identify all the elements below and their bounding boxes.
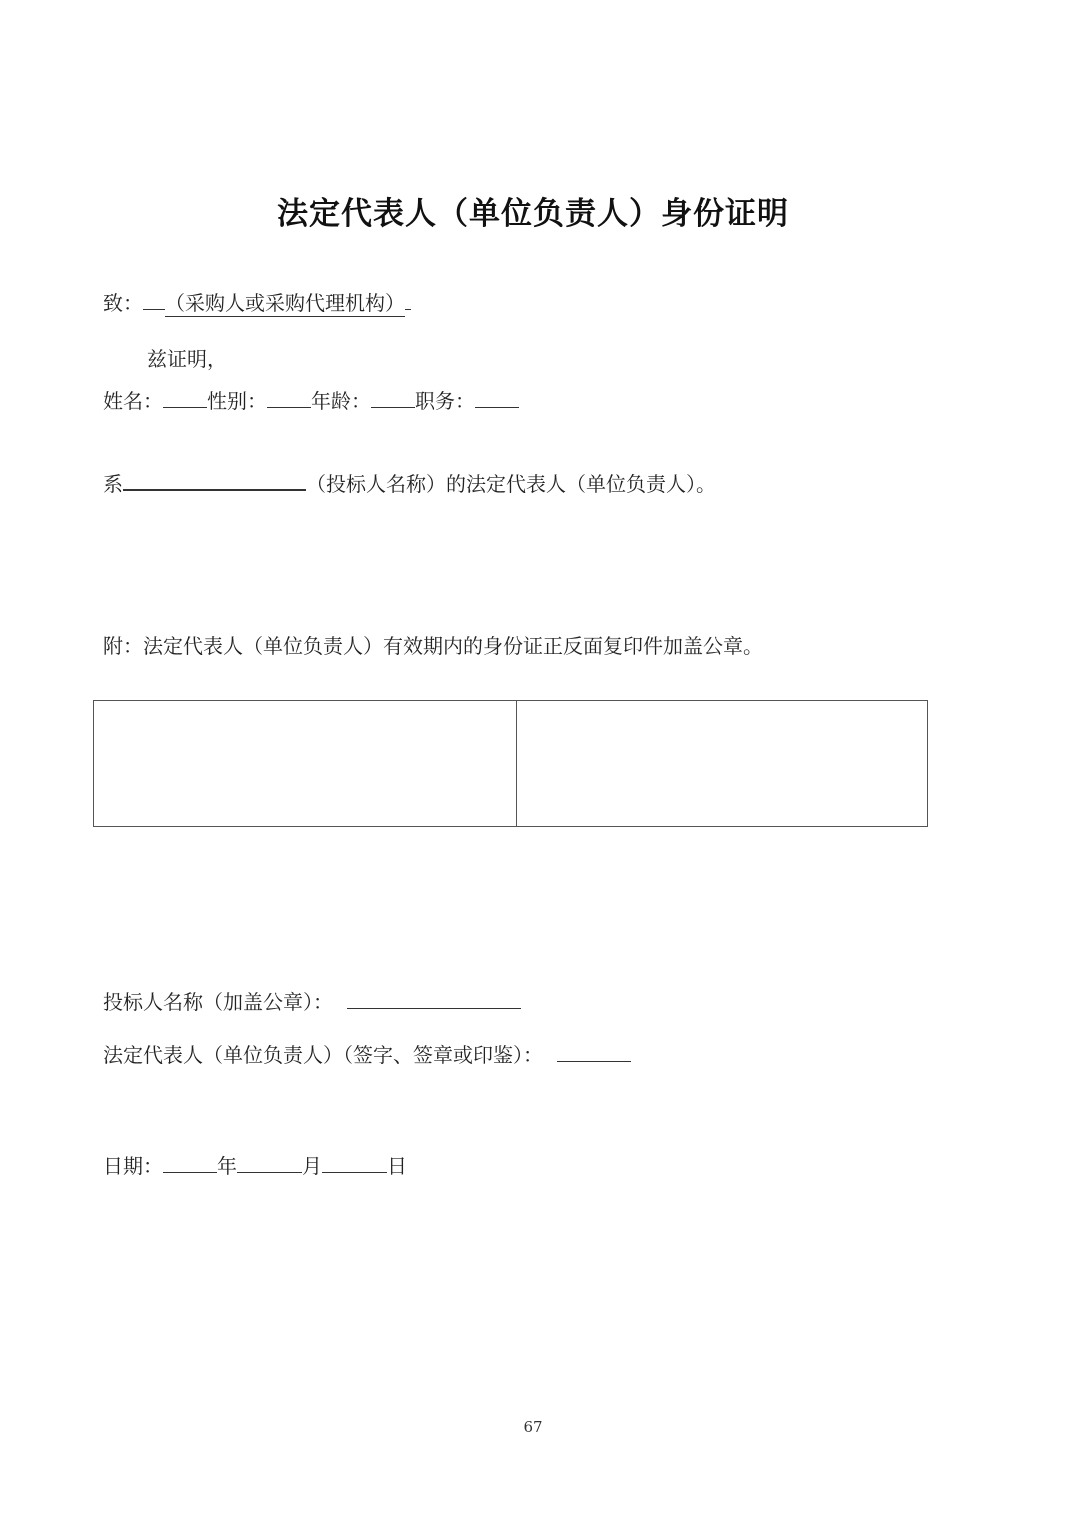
age-field[interactable] [371, 387, 415, 408]
name-field[interactable] [163, 387, 207, 408]
bidder-signature-line [103, 988, 521, 1016]
page-title: 法定代表人（单位负责人）身份证明 [277, 196, 789, 232]
date-line [103, 1152, 407, 1180]
date-year-field[interactable] [163, 1152, 217, 1173]
bidder-seal-field[interactable] [347, 988, 521, 1009]
id-copy-table [93, 700, 928, 827]
position-field[interactable] [475, 387, 519, 408]
relation-line [103, 469, 716, 498]
date-year-label: 年 [217, 1154, 237, 1178]
certify-line: 兹证明， [147, 347, 227, 371]
date-day-label: 日 [387, 1154, 407, 1178]
age-label: 年龄： [311, 389, 371, 413]
name-label: 姓名： [103, 389, 163, 413]
date-day-field[interactable] [322, 1152, 387, 1173]
attachment-note: 附：法定代表人（单位负责人）有效期内的身份证正反面复印件加盖公章。 [103, 634, 763, 658]
date-month-field[interactable] [237, 1152, 302, 1173]
position-label: 职务： [415, 389, 475, 413]
gender-label: 性别： [207, 389, 267, 413]
addressee-prefix: 致： [103, 291, 143, 315]
id-front-copy-box [94, 701, 517, 826]
representative-signature-label: 法定代表人（单位负责人）（签字、签章或印鉴）： [103, 1043, 543, 1067]
relation-suffix: （投标人名称）的法定代表人（单位负责人）。 [306, 472, 716, 496]
representative-signature-line [103, 1041, 631, 1069]
gender-field[interactable] [267, 387, 311, 408]
representative-signature-field[interactable] [557, 1041, 631, 1062]
date-label: 日期： [103, 1154, 163, 1178]
bidder-name-field[interactable] [123, 469, 306, 491]
id-back-copy-box [517, 701, 927, 826]
addressee-field[interactable]: （采购人或采购代理机构） [165, 291, 405, 315]
date-month-label: 月 [302, 1154, 322, 1178]
relation-prefix: 系 [103, 472, 123, 496]
page-number: 67 [523, 1418, 543, 1436]
addressee-line [103, 289, 411, 317]
personal-info-line [103, 387, 519, 415]
bidder-seal-label: 投标人名称（加盖公章）： [103, 990, 333, 1014]
